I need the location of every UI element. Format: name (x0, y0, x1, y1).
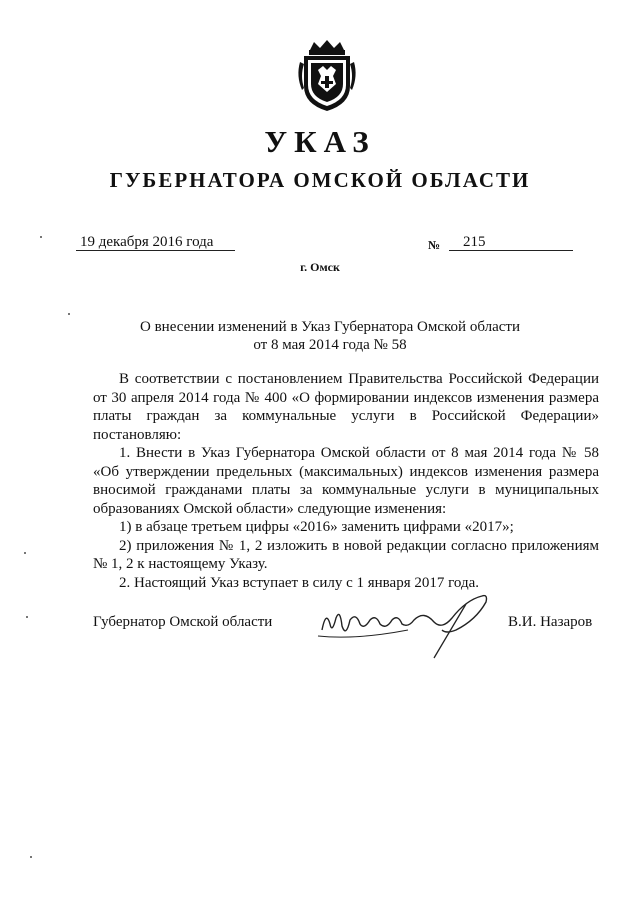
body-paragraph: В соответствии с постановлением Правительства Российской Федерации от 30 апреля 2014 года № 400 «О формировании индексов изменения размера платы граждан за коммунальные услуги в Российской Федерации» постановляю: (93, 371, 599, 443)
scan-speck (24, 552, 26, 554)
handwritten-signature (316, 590, 490, 660)
body-paragraph: 1. Внести в Указ Губернатора Омской области от 8 мая 2014 года № 58 «Об утверждении предельных (максимальных) индексов изменения размера вносимой гражданами платы за коммунальные услуги в муниципальных образованиях Омской области» следующие изменения: (93, 445, 599, 517)
body-paragraph: 2) приложения № 1, 2 изложить в новой редакции согласно приложениям № 1, 2 к настоящему Указу. (93, 537, 599, 572)
signer-name: В.И. Назаров (508, 614, 593, 630)
decree-date: 19 декабря 2016 года (76, 234, 235, 251)
decree-number: 215 (449, 234, 573, 251)
body-paragraph: 2. Настоящий Указ вступает в силу с 1 января 2017 года. (119, 574, 479, 591)
scan-speck (30, 856, 32, 858)
subject-line: О внесении изменений в Указ Губернатора Омской области (140, 319, 520, 335)
document-title: УКАЗ (264, 124, 376, 159)
decree-subject (110, 318, 550, 354)
scan-speck (26, 616, 28, 618)
decree-body (93, 370, 599, 592)
coat-of-arms-icon (296, 40, 358, 112)
scan-speck (40, 236, 42, 238)
body-paragraph: 1) в абзаце третьем цифры «2016» заменить цифрами «2017»; (119, 519, 514, 535)
scan-speck (68, 313, 70, 315)
document-subtitle: ГУБЕРНАТОРА ОМСКОЙ ОБЛАСТИ (109, 168, 531, 192)
issue-city: г. Омск (300, 260, 340, 274)
signer-position: Губернатор Омской области (93, 614, 273, 630)
number-label: № (428, 238, 441, 252)
subject-line: от 8 мая 2014 года № 58 (253, 337, 407, 353)
